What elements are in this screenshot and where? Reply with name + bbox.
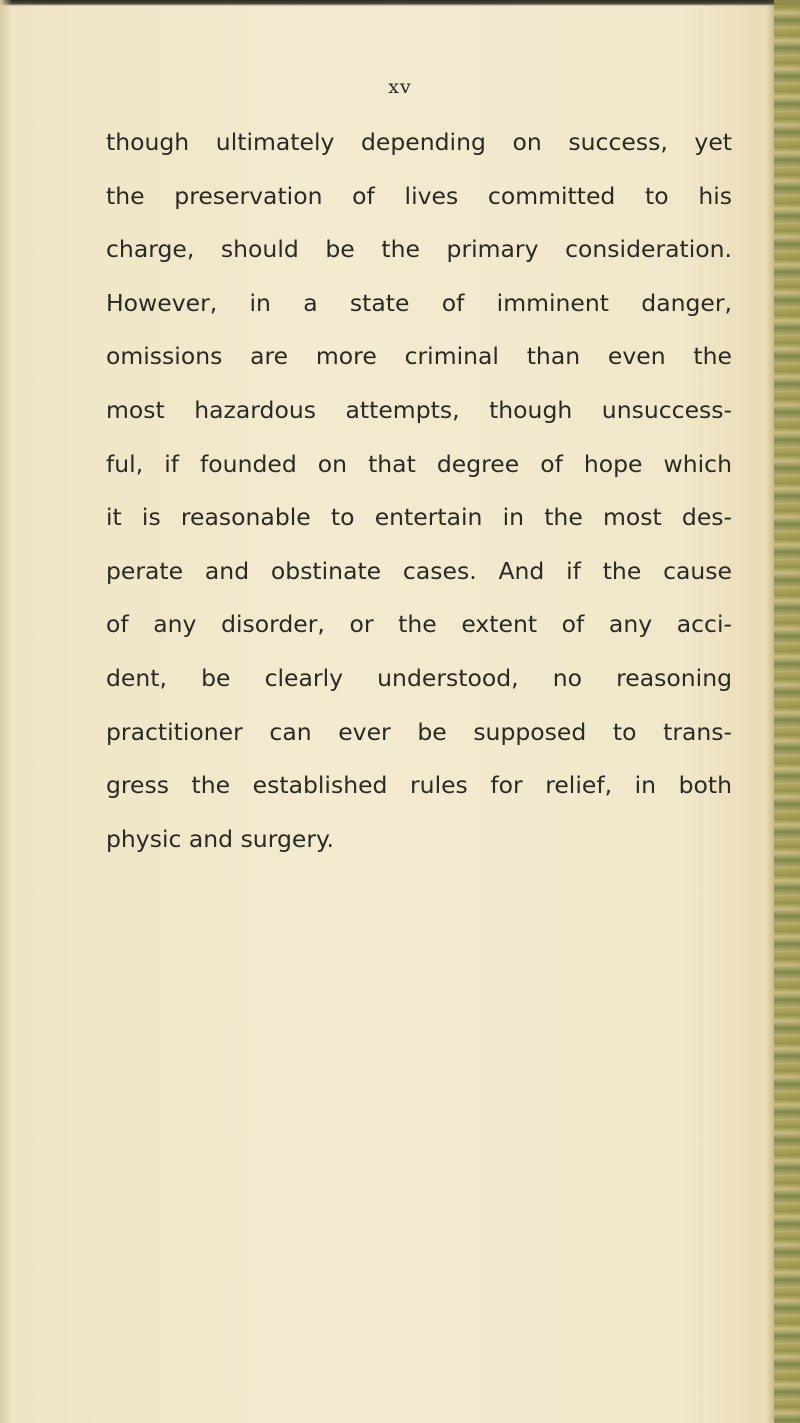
text-line: ful, if founded on that degree of hope which bbox=[106, 449, 732, 478]
body-paragraph bbox=[106, 122, 732, 872]
text-line: However, in a state of imminent danger, bbox=[106, 288, 732, 317]
text-line: dent, be clearly understood, no reasoning bbox=[106, 663, 732, 692]
text-line: gress the established rules for relief, in both bbox=[106, 771, 732, 800]
page-number: xv bbox=[388, 76, 412, 98]
page-fore-edge bbox=[774, 0, 800, 1423]
text-line: perate and obstinate cases. And if the cause bbox=[106, 556, 732, 585]
text-line: omissions are more criminal than even the bbox=[106, 342, 732, 371]
text-line: charge, should be the primary consideration. bbox=[106, 235, 732, 264]
page-edge-shadow bbox=[766, 0, 774, 1423]
text-line: physic and surgery. bbox=[106, 824, 335, 853]
text-line: it is reasonable to entertain in the most des- bbox=[106, 503, 732, 532]
text-line: practitioner can ever be supposed to trans- bbox=[106, 717, 732, 746]
top-edge-rule bbox=[0, 0, 800, 6]
text-line: of any disorder, or the extent of any acci- bbox=[106, 610, 732, 639]
binding-shadow bbox=[0, 0, 12, 1423]
text-line: though ultimately depending on success, yet bbox=[106, 128, 732, 156]
text-line: most hazardous attempts, though unsuccess- bbox=[106, 395, 732, 424]
text-line: the preservation of lives committed to his bbox=[106, 181, 732, 210]
